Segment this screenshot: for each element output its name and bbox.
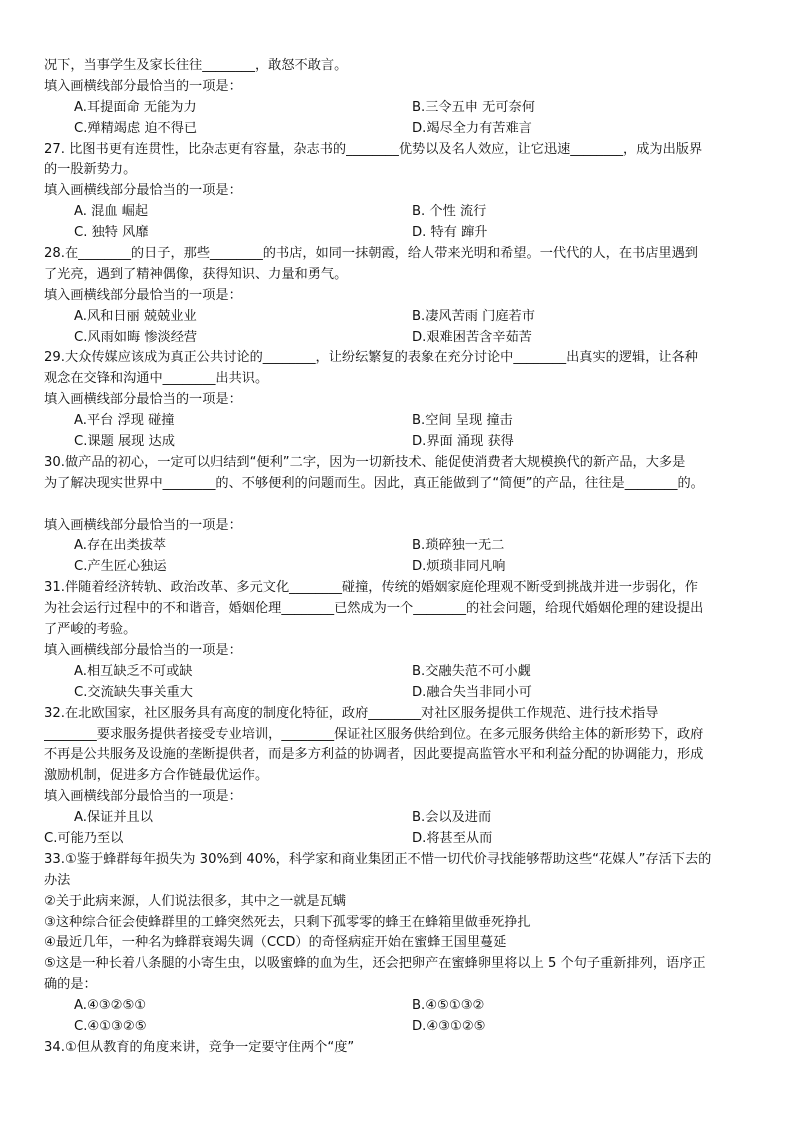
text-line: 办法 <box>44 872 71 888</box>
option-left: A.保证并且以 <box>74 810 153 826</box>
option-left: A.耳提面命 无能为力 <box>74 99 197 115</box>
text-line: 为社会运行过程中的不和谐音，婚姻伦理________已然成为一个________的社会问题，给现代婚姻伦理的建设提出 <box>44 601 704 617</box>
option-right: B.凄风苦雨 门庭若市 <box>412 308 535 324</box>
blank-line <box>44 495 756 516</box>
option-left: A.存在出类拔萃 <box>74 538 167 554</box>
answer-options-row <box>44 996 756 1017</box>
option-right: D.将甚至从而 <box>412 830 493 846</box>
text-line: 填入画横线部分最恰当的一项是： <box>44 78 242 94</box>
option-right: B.会以及进而 <box>412 810 492 826</box>
text-line: 28.在________的日子，那些________的书店，如同一抹朝霞，给人带来光明和希望。一代代的人，在书店里遇到 <box>44 246 698 262</box>
option-right: D.烦琐非同凡响 <box>412 559 506 575</box>
text-line: 填入画横线部分最恰当的一项是： <box>44 392 242 408</box>
answer-options-row <box>44 808 756 829</box>
text-line: 为了解决现实世界中________的、不够便利的问题而生。因此，真正能做到了“简便”的产品，往往是________的。 <box>44 475 704 491</box>
text-line: 填入画横线部分最恰当的一项是： <box>44 789 242 805</box>
option-right: D.艰难困苦含辛茹苦 <box>412 329 532 345</box>
text-line: 的一股新势力。 <box>44 162 137 178</box>
text-line: ⑤这是一种长着八条腿的小寄生虫，以吸蜜蜂的血为生，还会把卵产在蜜蜂卵里将以上 5 个句子重新排列，语序正 <box>44 956 706 972</box>
text-line: 填入画横线部分最恰当的一项是： <box>44 642 242 658</box>
text-line: 31.伴随着经济转轨、政治改革、多元文化________碰撞，传统的婚姻家庭伦理观不断受到挑战并进一步弱化，作 <box>44 580 698 596</box>
option-left: C.交流缺失事关重大 <box>74 684 193 700</box>
option-right: B. 个性 流行 <box>412 204 487 220</box>
text-line: 27. 比图书更有连贯性，比杂志更有容量，杂志书的________优势以及名人效应，让它迅速________，成为出版界 <box>44 141 703 157</box>
option-left: C.④①③②⑤ <box>74 1018 147 1034</box>
text-line: 况下，当事学生及家长往往________，敢怒不敢言。 <box>44 58 348 73</box>
option-left: A.平台 浮现 碰撞 <box>74 413 175 429</box>
option-left: C.殚精竭虑 迫不得已 <box>74 120 198 136</box>
text-line: 30.做产品的初心，一定可以归结到“便利”二字，因为一切新技术、能促使消费者大规模换代的新产品，大多是 <box>44 454 686 470</box>
option-left: C.产生匠心独运 <box>74 559 167 575</box>
text-line: 填入画横线部分最恰当的一项是： <box>44 517 242 533</box>
text-line: 了严峻的考验。 <box>44 622 137 638</box>
answer-options-row <box>44 328 756 349</box>
text-line: 观念在交锋和沟通中________出共识。 <box>44 371 269 387</box>
option-right: B.④⑤①③② <box>412 998 485 1014</box>
option-right: D.④③①②⑤ <box>412 1018 486 1034</box>
answer-options-row <box>44 683 756 704</box>
option-left: A.④③②⑤① <box>74 998 147 1014</box>
text-line: 填入画横线部分最恰当的一项是： <box>44 183 242 199</box>
text-line: ②关于此病来源，人们说法很多，其中之一就是瓦螨 <box>44 893 346 909</box>
option-right: D.界面 涌现 获得 <box>412 434 514 450</box>
document-page <box>44 56 756 1059</box>
answer-options-row <box>44 662 756 683</box>
text-line: 29.大众传媒应该成为真正公共讨论的________，让纷纭繁复的表象在充分讨论中________出真实的逻辑，让各种 <box>44 350 698 366</box>
option-right: D.融合失当非同小可 <box>412 684 532 700</box>
answer-options-row <box>44 557 756 578</box>
option-left: A.相互缺乏不可或缺 <box>74 663 193 679</box>
text-line: ④最近几年，一种名为蜂群衰竭失调（CCD）的奇怪病症开始在蜜蜂王国里蔓延 <box>44 935 507 951</box>
answer-options-row <box>44 536 756 557</box>
text-line: ________要求服务提供者接受专业培训，________保证社区服务供给到位。在多元服务供给主体的新形势下，政府 <box>44 726 704 742</box>
text-line: 32.在北欧国家，社区服务具有高度的制度化特征，政府________对社区服务提供工作规范、进行技术指导 <box>44 705 659 721</box>
option-right: B.空间 呈现 撞击 <box>412 413 513 429</box>
option-left: A.风和日丽 兢兢业业 <box>74 308 197 324</box>
option-right: D. 特有 蹿升 <box>412 225 488 241</box>
option-right: B.三令五申 无可奈何 <box>412 99 535 115</box>
answer-options-row <box>44 307 756 328</box>
option-right: D.竭尽全力有苦难言 <box>412 120 532 136</box>
text-line: 34.①但从教育的角度来讲，竞争一定要守住两个“度” <box>44 1039 355 1055</box>
option-right: B.琐碎独一无二 <box>412 538 505 554</box>
answer-options-row <box>44 98 756 119</box>
answer-options-row <box>44 202 756 223</box>
answer-options-row <box>44 829 756 850</box>
option-left: C.课题 展现 达成 <box>74 434 175 450</box>
text-line: ③这种综合征会使蜂群里的工蜂突然死去，只剩下孤零零的蜂王在蜂箱里做垂死挣扎 <box>44 914 531 930</box>
text-line: 33.①鉴于蜂群每年损失为 30%到 40%，科学家和商业集团正不惜一切代价寻找能够帮助这些“花媒人”存活下去的 <box>44 851 712 867</box>
text-line: 不再是公共服务及设施的垄断提供者，而是多方利益的协调者，因此要提高监管水平和利益分配的协调能力，形成 <box>44 747 704 763</box>
text-line: 确的是： <box>44 977 97 993</box>
option-right: B.交融失范不可小觑 <box>412 663 531 679</box>
option-left: A. 混血 崛起 <box>74 204 149 220</box>
answer-options-row <box>44 432 756 453</box>
answer-options-row <box>44 223 756 244</box>
text-line: 填入画横线部分最恰当的一项是： <box>44 287 242 303</box>
option-left: C.风雨如晦 惨淡经营 <box>74 329 198 345</box>
answer-options-row <box>44 119 756 140</box>
option-left: C.可能乃至以 <box>44 830 124 846</box>
option-left: C. 独特 风靡 <box>74 225 149 241</box>
answer-options-row <box>44 411 756 432</box>
text-line: 了光亮，遇到了精神偶像，获得知识、力量和勇气。 <box>44 266 348 282</box>
text-line: 激励机制，促进多方合作链最优运作。 <box>44 768 269 784</box>
answer-options-row <box>44 1017 756 1038</box>
